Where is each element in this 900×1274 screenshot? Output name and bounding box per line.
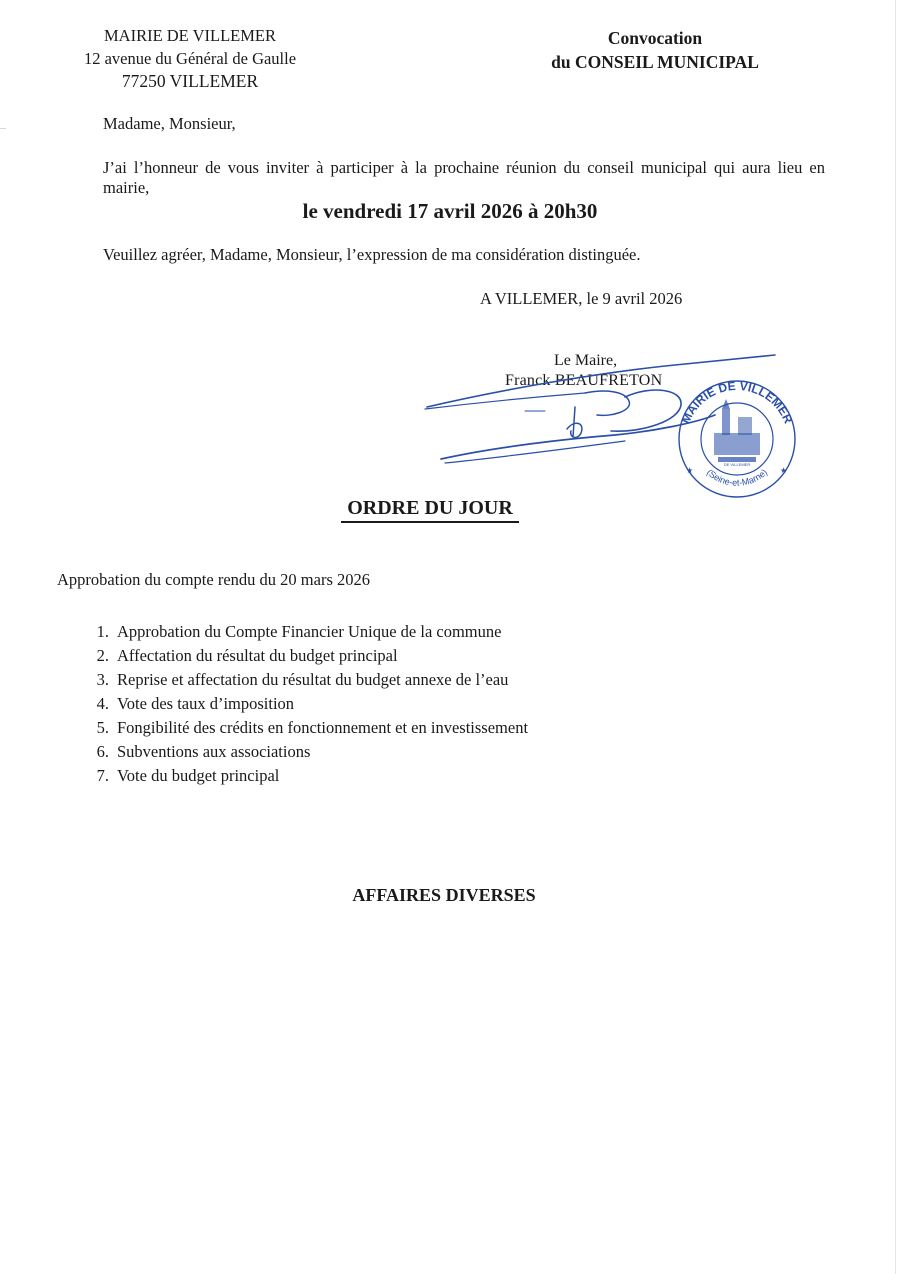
- sender-address: [60, 24, 320, 93]
- title-line-2: du CONSEIL MUNICIPAL: [551, 52, 759, 72]
- list-item: [75, 692, 528, 716]
- item-text: Fongibilité des crédits en fonctionnement et en investissement: [117, 718, 529, 737]
- mayor-name: Franck BEAUFRETON: [505, 372, 663, 389]
- item-text: Reprise et affectation du résultat du budget annexe de l’eau: [117, 670, 509, 689]
- closing-regards: Veuillez agréer, Madame, Monsieur, l’expression de ma considération distinguée.: [103, 245, 641, 264]
- list-item: [75, 668, 528, 692]
- mayor-title: Le Maire,: [554, 352, 618, 369]
- item-number: 7.: [96, 766, 109, 785]
- list-item: [75, 740, 528, 764]
- meeting-date: le vendredi 17 avril 2026 à 20h30: [302, 199, 598, 223]
- document-title: [500, 26, 810, 74]
- place-and-date: A VILLEMER, le 9 avril 2026: [480, 289, 683, 308]
- agenda-title-text: ORDRE DU JOUR: [341, 497, 519, 523]
- agenda-list: [75, 620, 528, 788]
- item-text: Vote du budget principal: [117, 766, 280, 785]
- mairie-stamp: [672, 379, 802, 499]
- list-item: [75, 716, 528, 740]
- minutes-approval: Approbation du compte rendu du 20 mars 2026: [57, 570, 370, 589]
- stamp-inner-text: DE VILLEMER: [723, 462, 751, 467]
- title-line-1: Convocation: [607, 28, 703, 48]
- invitation-text: J’ai l’honneur de vous inviter à participer à la prochaine réunion du conseil municipal qui aura lieu en mairie,: [103, 158, 825, 197]
- stamp-top-text: MAIRIE DE VILLEMER: [678, 379, 796, 426]
- misc-affairs-heading: AFFAIRES DIVERSES: [352, 885, 536, 905]
- list-item: [75, 620, 528, 644]
- item-number: 2.: [96, 646, 109, 665]
- star-icon: ★: [686, 466, 694, 475]
- item-number: 5.: [96, 718, 109, 737]
- salutation: Madame, Monsieur,: [103, 114, 236, 133]
- item-number: 4.: [96, 694, 109, 713]
- item-number: 3.: [96, 670, 109, 689]
- sender-street: 12 avenue du Général de Gaulle: [83, 49, 297, 68]
- stamp-bottom-text: (Seine-et-Marne): [704, 467, 770, 488]
- sender-city: 77250 VILLEMER: [121, 71, 259, 91]
- item-number: 6.: [96, 742, 109, 761]
- star-icon: ★: [780, 466, 788, 475]
- item-text: Subventions aux associations: [117, 742, 311, 761]
- item-text: Approbation du Compte Financier Unique de la commune: [117, 622, 502, 641]
- item-number: 1.: [96, 622, 109, 641]
- list-item: [75, 764, 528, 788]
- list-item: [75, 644, 528, 668]
- item-text: Affectation du résultat du budget principal: [117, 646, 398, 665]
- item-text: Vote des taux d’imposition: [117, 694, 295, 713]
- sender-name: MAIRIE DE VILLEMER: [103, 26, 276, 45]
- scan-mark: [0, 128, 6, 129]
- scan-edge: [895, 0, 896, 1274]
- stamp-emblem: [714, 399, 760, 462]
- agenda-title: [0, 497, 860, 520]
